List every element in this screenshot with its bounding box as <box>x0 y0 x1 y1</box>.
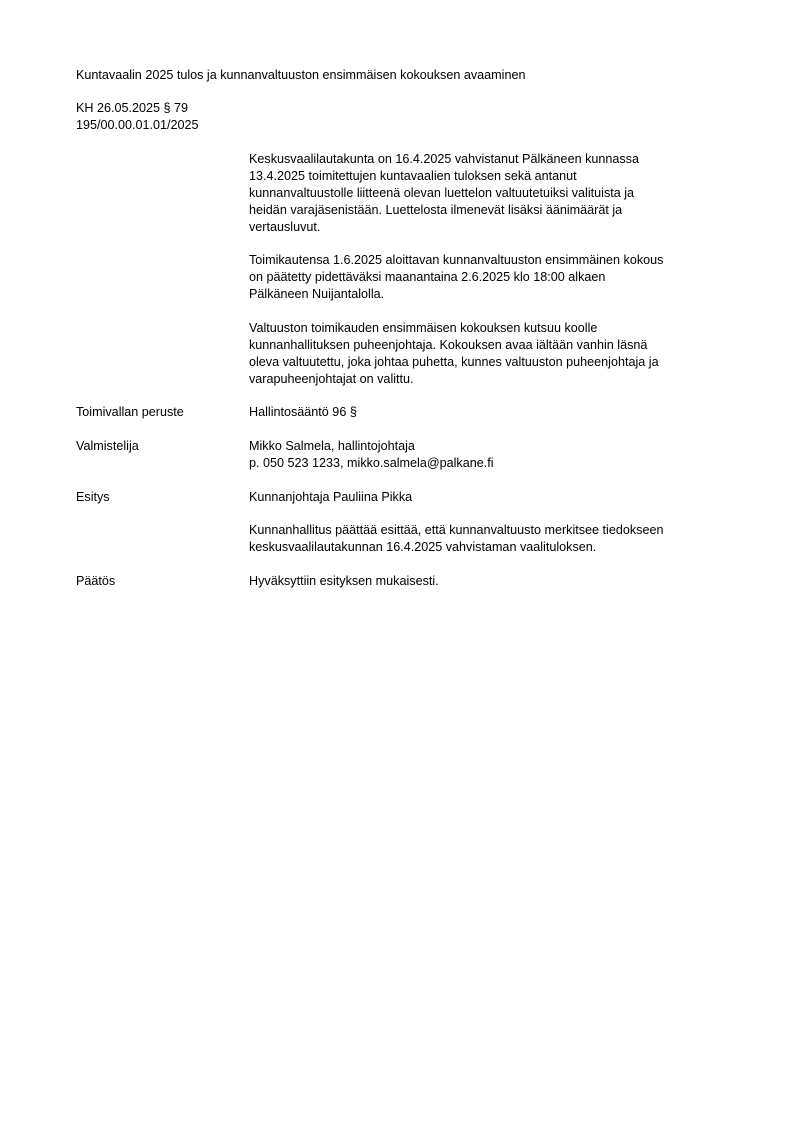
authority-text: Hallintosääntö 96 § <box>249 405 357 419</box>
preparer-name: Mikko Salmela, hallintojohtaja <box>249 439 415 453</box>
preparer-label: Valmistelija <box>76 439 139 453</box>
text-line: vertausluvut. <box>249 220 321 234</box>
text-line: Kunnanhallitus päättää esittää, että kunnanvaltuusto merkitsee tiedokseen <box>249 523 664 537</box>
proposal-text <box>249 522 749 556</box>
text-line: kunnanhallituksen puheenjohtaja. Kokouksen avaa iältään vanhin läsnä <box>249 338 648 352</box>
text-line: Keskusvaalilautakunta on 16.4.2025 vahvistanut Pälkäneen kunnassa <box>249 152 639 166</box>
decision-text: Hyväksyttiin esityksen mukaisesti. <box>249 574 439 588</box>
text-line: Valtuuston toimikauden ensimmäisen kokouksen kutsuu koolle <box>249 321 598 335</box>
text-line: on päätetty pidettäväksi maanantaina 2.6.2025 klo 18:00 alkaen <box>249 270 606 284</box>
meeting-reference: KH 26.05.2025 § 79 <box>76 101 189 115</box>
proposal-label: Esitys <box>76 490 110 504</box>
text-line: varapuheenjohtajat on valittu. <box>249 372 414 386</box>
text-line: oleva valtuutettu, joka johtaa puhetta, kunnes valtuuston puheenjohtaja ja <box>249 355 659 369</box>
preparer-value <box>249 438 749 472</box>
document-meta <box>76 100 199 134</box>
text-line: kunnanvaltuustolle liitteenä olevan luettelon valtuutetuiksi valituista ja <box>249 186 635 200</box>
text-line: Pälkäneen Nuijantalolla. <box>249 287 385 301</box>
document-title: Kuntavaalin 2025 tulos ja kunnanvaltuuston ensimmäisen kokouksen avaaminen <box>76 68 526 82</box>
text-line: Toimikautensa 1.6.2025 aloittavan kunnanvaltuuston ensimmäinen kokous <box>249 253 664 267</box>
proposal-presenter: Kunnanjohtaja Pauliina Pikka <box>249 490 413 504</box>
text-line: heidän varajäsenistään. Luettelosta ilmenevät lisäksi äänimäärät ja <box>249 203 623 217</box>
record-number: 195/00.00.01.01/2025 <box>76 118 199 132</box>
proposal-value <box>249 489 749 506</box>
body-paragraph-2 <box>249 252 749 303</box>
decision-label: Päätös <box>76 574 116 588</box>
preparer-contact: p. 050 523 1233, mikko.salmela@palkane.fi <box>249 456 494 470</box>
text-line: 13.4.2025 toimitettujen kuntavaalien tuloksen sekä antanut <box>249 169 577 183</box>
authority-label: Toimivallan peruste <box>76 405 184 419</box>
body-paragraph-1 <box>249 151 749 236</box>
text-line: keskusvaalilautakunnan 16.4.2025 vahvistaman vaalituloksen. <box>249 540 597 554</box>
authority-value <box>249 404 749 421</box>
body-paragraph-3 <box>249 320 749 388</box>
decision-value <box>249 573 749 590</box>
